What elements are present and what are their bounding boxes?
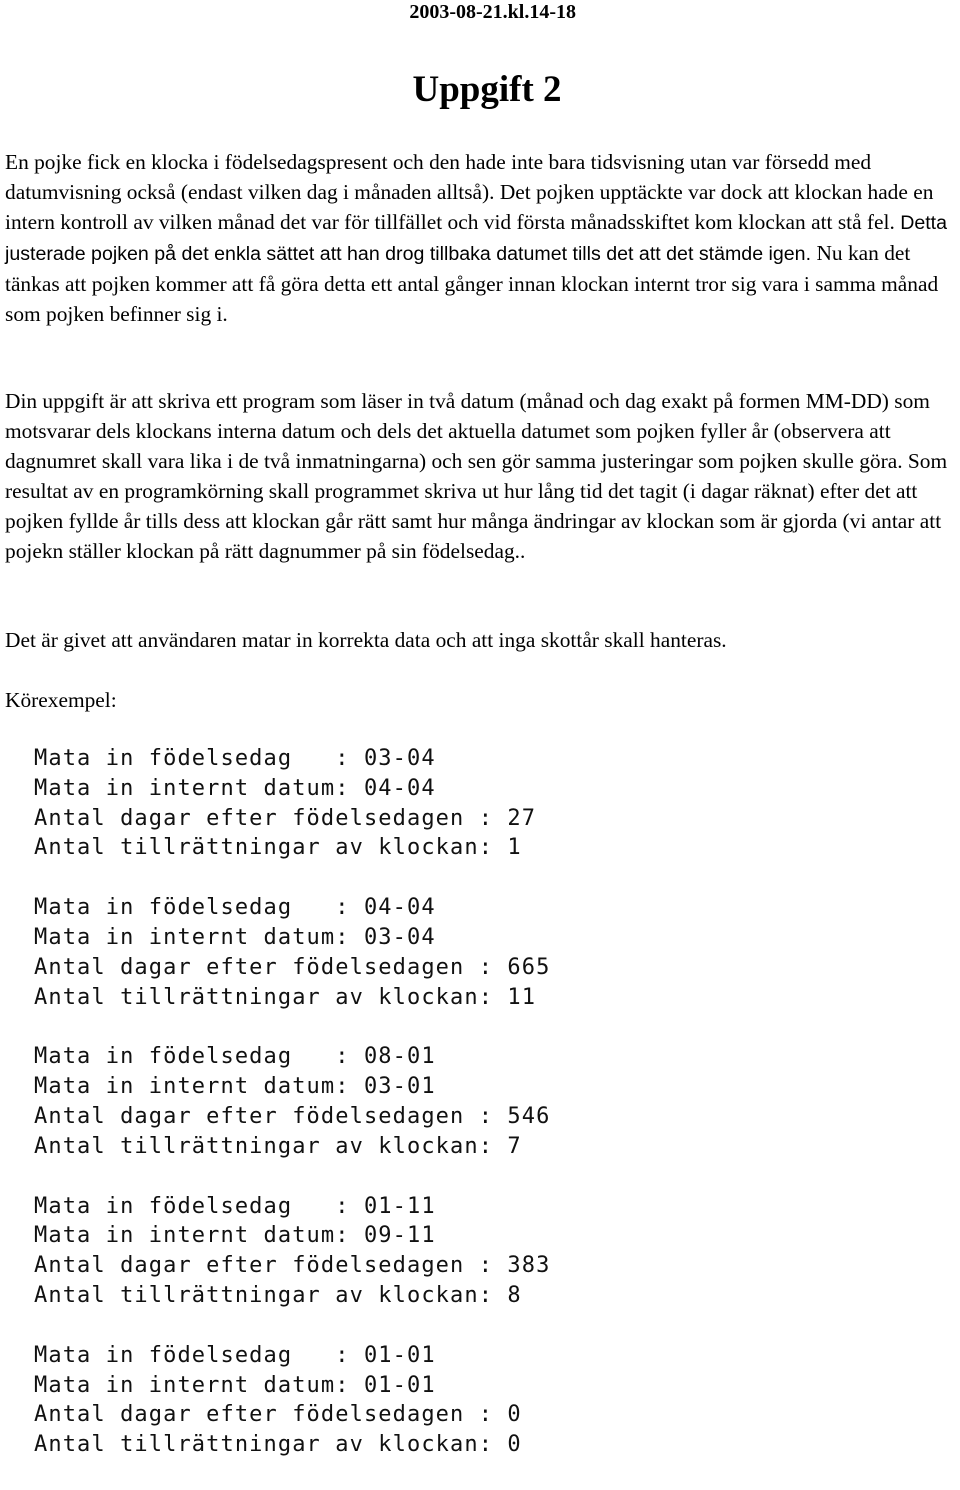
internal-date-input-line: Mata in internt datum: 03-04: [34, 924, 436, 950]
assumption-paragraph: Det är givet att användaren matar in korrekta data och att inga skottår skall hanteras.: [5, 628, 727, 652]
corrections-result-line: Antal tillrättningar av klockan: 0: [34, 1432, 522, 1458]
days-result-line: Antal dagar efter födelsedagen : 0: [34, 1402, 522, 1428]
example-runs: [34, 744, 934, 1490]
document-header-date: 2003-08-21.kl.14-18: [409, 1, 576, 23]
internal-date-input-line: Mata in internt datum: 01-01: [34, 1372, 436, 1398]
days-result-line: Antal dagar efter födelsedagen : 27: [34, 805, 537, 831]
task-paragraph: Din uppgift är att skriva ett program som läser in två datum (månad och dag exakt på formen MM-DD) som motsvarar dels klockans interna datum och dels det aktuella datumet som pojken fyller år (observera att dagnumret skall vara lika i de två inmatningarna) och sen gör samma justeringar som pojken skulle göra. Som resultat av en programkörning skall programmet skriva ut hur lång tid det tagit (i dagar räknat) efter det att pojken fyllde år tills dess att klockan går rätt samt hur många ändringar av klockan som är gjorda (vi antar att pojekn ställer klockan på rätt dagnummer på sin födelsedag..: [5, 389, 948, 563]
intro-text-part-1: En pojke fick en klocka i födelsedagspresent och den hade inte bara tidsvisning utan var försedd med datumvisning också (endast vilken dag i månaden alltså). Det pojken upptäckte var dock att klockan hade en intern kontroll av vilken månad det var för tillfället och vid första månadsskiftet kom klockan att stå fel.: [5, 150, 934, 234]
days-result-line: Antal dagar efter födelsedagen : 665: [34, 954, 551, 980]
corrections-result-line: Antal tillrättningar av klockan: 7: [34, 1133, 522, 1159]
page-title: Uppgift 2: [412, 69, 562, 110]
corrections-result-line: Antal tillrättningar av klockan: 1: [34, 835, 522, 861]
internal-date-input-line: Mata in internt datum: 03-01: [34, 1074, 436, 1100]
examples-heading: Körexempel:: [5, 688, 117, 712]
birthday-input-line: Mata in födelsedag : 04-04: [34, 895, 436, 921]
internal-date-input-line: Mata in internt datum: 04-04: [34, 775, 436, 801]
example-run: [34, 1341, 934, 1460]
example-run: [34, 744, 934, 863]
intro-text-part-3: Nu kan det tänkas att pojken kommer att få göra detta ett antal gånger innan klockan internt tror sig vara i samma månad som pojken befinner sig i.: [5, 241, 939, 326]
birthday-input-line: Mata in födelsedag : 03-04: [34, 746, 436, 771]
birthday-input-line: Mata in födelsedag : 08-01: [34, 1044, 436, 1070]
days-result-line: Antal dagar efter födelsedagen : 383: [34, 1253, 551, 1279]
birthday-input-line: Mata in födelsedag : 01-11: [34, 1193, 436, 1219]
intro-text-part-2: Detta justerade pojken på det enkla sättet att han drog tillbaka datumet tills det att det stämde igen.: [5, 212, 948, 265]
example-run: [34, 893, 934, 1012]
corrections-result-line: Antal tillrättningar av klockan: 11: [34, 984, 537, 1010]
corrections-result-line: Antal tillrättningar av klockan: 8: [34, 1282, 522, 1308]
example-run: [34, 1192, 934, 1311]
intro-paragraph: [5, 147, 960, 329]
birthday-input-line: Mata in födelsedag : 01-01: [34, 1342, 436, 1368]
example-run: [34, 1042, 934, 1161]
internal-date-input-line: Mata in internt datum: 09-11: [34, 1223, 436, 1249]
days-result-line: Antal dagar efter födelsedagen : 546: [34, 1103, 551, 1129]
